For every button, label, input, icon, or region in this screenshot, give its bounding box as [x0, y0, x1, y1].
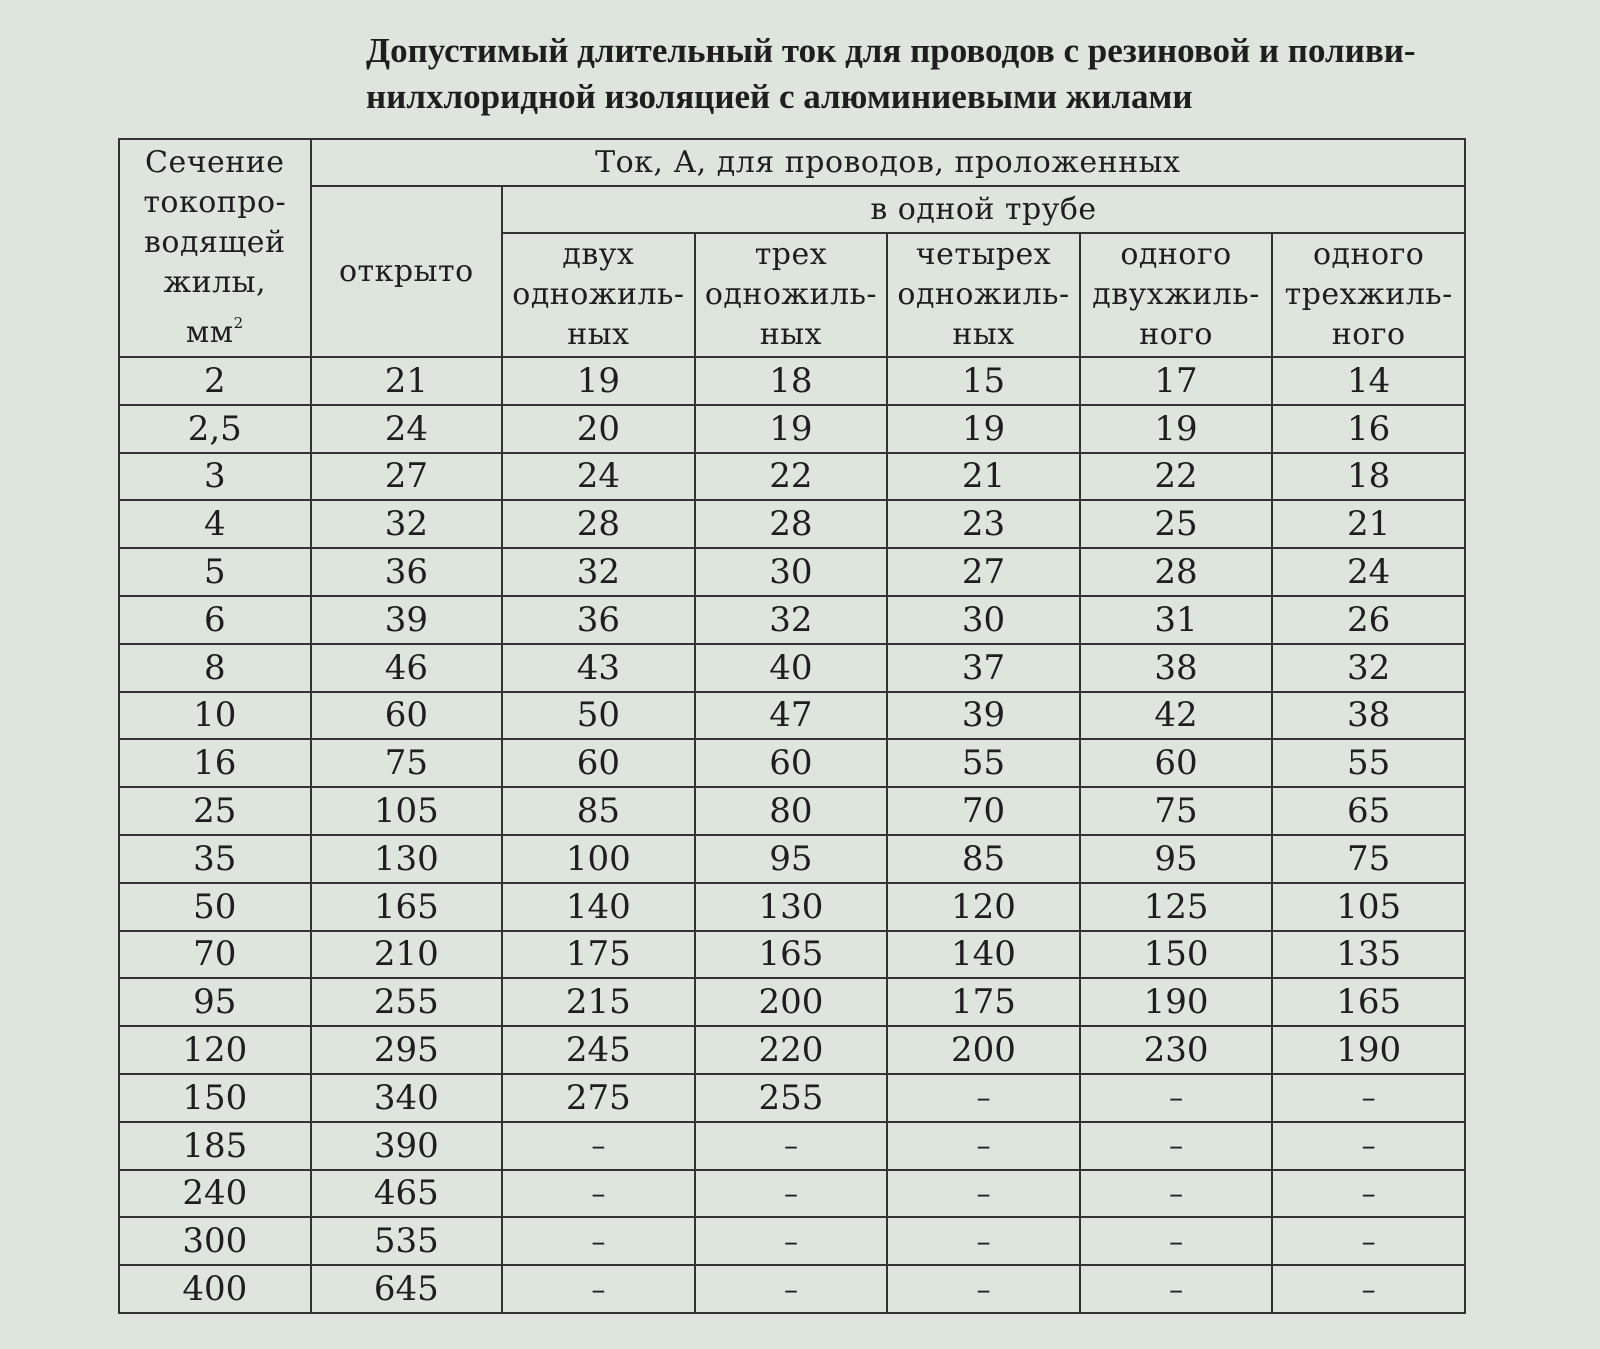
current-cell: –: [1080, 1170, 1273, 1218]
current-cell: 32: [695, 596, 888, 644]
current-cell: 27: [887, 548, 1080, 596]
tube-header: в одной трубе: [502, 186, 1465, 233]
current-cell: 130: [695, 883, 888, 931]
current-cell: 37: [887, 644, 1080, 692]
section-cell: 50: [119, 883, 311, 931]
current-cell: 28: [502, 500, 695, 548]
open-header: открыто: [311, 186, 503, 357]
section-cell: 2: [119, 357, 311, 405]
current-cell: 135: [1272, 931, 1465, 979]
table-row: [119, 1026, 1465, 1074]
current-cell: 39: [887, 692, 1080, 740]
current-cell: 245: [502, 1026, 695, 1074]
current-cell: 46: [311, 644, 503, 692]
current-cell: 39: [311, 596, 503, 644]
current-cell: 55: [1272, 739, 1465, 787]
current-cell: 42: [1080, 692, 1273, 740]
section-cell: 300: [119, 1217, 311, 1265]
current-cell: 38: [1272, 692, 1465, 740]
current-cell: 28: [695, 500, 888, 548]
current-cell: –: [695, 1122, 888, 1170]
current-cell: 230: [1080, 1026, 1273, 1074]
current-cell: 105: [311, 787, 503, 835]
current-cell: –: [887, 1170, 1080, 1218]
current-cell: 36: [502, 596, 695, 644]
current-cell: 20: [502, 405, 695, 453]
current-cell: 190: [1272, 1026, 1465, 1074]
table-row: [119, 692, 1465, 740]
current-cell: 390: [311, 1122, 503, 1170]
section-header: Сечение токопро- водящей жилы, $мм^2$: [119, 139, 311, 357]
table-title: [366, 28, 1486, 120]
current-cell: –: [887, 1217, 1080, 1265]
current-cell: 21: [311, 357, 503, 405]
current-cell: –: [1080, 1217, 1273, 1265]
current-cell: 14: [1272, 357, 1465, 405]
current-cell: 95: [1080, 835, 1273, 883]
current-cell: 340: [311, 1074, 503, 1122]
current-cell: –: [887, 1074, 1080, 1122]
section-cell: 3: [119, 453, 311, 501]
title-line-1: Допустимый длительный ток для проводов с резиновой и поливи-: [366, 31, 1416, 70]
current-cell: 19: [695, 405, 888, 453]
current-cell: 22: [1080, 453, 1273, 501]
current-cell: 465: [311, 1170, 503, 1218]
current-cell: 175: [502, 931, 695, 979]
table-row: [119, 405, 1465, 453]
current-cell: 70: [887, 787, 1080, 835]
current-cell: 21: [1272, 500, 1465, 548]
section-cell: 150: [119, 1074, 311, 1122]
section-cell: 6: [119, 596, 311, 644]
section-cell: 120: [119, 1026, 311, 1074]
current-cell: 47: [695, 692, 888, 740]
current-cell: 75: [1272, 835, 1465, 883]
current-cell: –: [502, 1217, 695, 1265]
current-cell: 19: [502, 357, 695, 405]
current-cell: –: [695, 1217, 888, 1265]
current-cell: 175: [887, 978, 1080, 1026]
current-cell: –: [695, 1265, 888, 1313]
table-row: [119, 596, 1465, 644]
current-cell: 30: [695, 548, 888, 596]
current-cell: –: [695, 1170, 888, 1218]
current-cell: –: [1080, 1074, 1273, 1122]
current-cell: 165: [311, 883, 503, 931]
current-cell: –: [1272, 1122, 1465, 1170]
current-cell: –: [1272, 1265, 1465, 1313]
current-cell: 22: [695, 453, 888, 501]
section-cell: 8: [119, 644, 311, 692]
table-body: [119, 357, 1465, 1313]
current-cell: 15: [887, 357, 1080, 405]
current-cell: 60: [502, 739, 695, 787]
current-cell: –: [502, 1265, 695, 1313]
current-cell: 60: [1080, 739, 1273, 787]
section-cell: 95: [119, 978, 311, 1026]
current-cell: 165: [695, 931, 888, 979]
section-cell: 185: [119, 1122, 311, 1170]
current-cell: 85: [502, 787, 695, 835]
table-row: [119, 1217, 1465, 1265]
section-cell: 70: [119, 931, 311, 979]
current-cell: 24: [311, 405, 503, 453]
table-row: [119, 1170, 1465, 1218]
current-cell: 95: [695, 835, 888, 883]
current-cell: 200: [887, 1026, 1080, 1074]
table-row: [119, 1074, 1465, 1122]
sub-header-one-three-core: одного трехжиль- ного: [1272, 233, 1465, 357]
current-header: Ток, А, для проводов, проложенных: [311, 139, 1465, 186]
current-cell: 19: [887, 405, 1080, 453]
sub-header-two-single: двух одножиль- ных: [502, 233, 695, 357]
table-row: [119, 739, 1465, 787]
table-row: [119, 357, 1465, 405]
current-cell: 80: [695, 787, 888, 835]
current-cell: 60: [311, 692, 503, 740]
section-cell: 25: [119, 787, 311, 835]
current-cell: 215: [502, 978, 695, 1026]
current-cell: 31: [1080, 596, 1273, 644]
current-cell: 21: [887, 453, 1080, 501]
current-cell: 18: [1272, 453, 1465, 501]
current-cell: –: [1272, 1217, 1465, 1265]
section-cell: 5: [119, 548, 311, 596]
section-cell: 2,5: [119, 405, 311, 453]
table-row: [119, 453, 1465, 501]
current-table: [118, 138, 1466, 1314]
current-cell: 28: [1080, 548, 1273, 596]
current-cell: 26: [1272, 596, 1465, 644]
current-cell: 255: [311, 978, 503, 1026]
current-cell: 32: [311, 500, 503, 548]
current-cell: 55: [887, 739, 1080, 787]
current-cell: 75: [311, 739, 503, 787]
section-cell: 16: [119, 739, 311, 787]
current-cell: –: [887, 1122, 1080, 1170]
current-cell: 125: [1080, 883, 1273, 931]
section-cell: 240: [119, 1170, 311, 1218]
current-cell: 210: [311, 931, 503, 979]
current-cell: 32: [1272, 644, 1465, 692]
table-row: [119, 883, 1465, 931]
current-cell: –: [1272, 1170, 1465, 1218]
current-cell: 19: [1080, 405, 1273, 453]
table-row: [119, 500, 1465, 548]
current-cell: 140: [502, 883, 695, 931]
sub-header-three-single: трех одножиль- ных: [695, 233, 888, 357]
table-row: [119, 978, 1465, 1026]
current-cell: 36: [311, 548, 503, 596]
title-line-2: нилхлоридной изоляцией с алюминиевыми жилами: [366, 77, 1193, 116]
current-cell: 27: [311, 453, 503, 501]
section-cell: 35: [119, 835, 311, 883]
current-cell: 85: [887, 835, 1080, 883]
current-cell: 120: [887, 883, 1080, 931]
current-cell: 190: [1080, 978, 1273, 1026]
current-cell: 200: [695, 978, 888, 1026]
current-cell: 535: [311, 1217, 503, 1265]
current-cell: 60: [695, 739, 888, 787]
current-cell: 30: [887, 596, 1080, 644]
current-cell: 24: [1272, 548, 1465, 596]
sub-header-four-single: четырех одножиль- ных: [887, 233, 1080, 357]
current-cell: –: [1080, 1265, 1273, 1313]
current-cell: –: [502, 1122, 695, 1170]
table-row: [119, 1122, 1465, 1170]
current-cell: 32: [502, 548, 695, 596]
table-row: [119, 787, 1465, 835]
current-cell: 40: [695, 644, 888, 692]
current-cell: –: [1080, 1122, 1273, 1170]
current-cell: 65: [1272, 787, 1465, 835]
current-cell: 24: [502, 453, 695, 501]
current-cell: 18: [695, 357, 888, 405]
section-cell: 4: [119, 500, 311, 548]
current-cell: 130: [311, 835, 503, 883]
current-cell: 220: [695, 1026, 888, 1074]
current-cell: 23: [887, 500, 1080, 548]
table-row: [119, 1265, 1465, 1313]
current-cell: 105: [1272, 883, 1465, 931]
current-cell: 75: [1080, 787, 1273, 835]
current-cell: 17: [1080, 357, 1273, 405]
current-cell: 38: [1080, 644, 1273, 692]
current-cell: 100: [502, 835, 695, 883]
table-row: [119, 835, 1465, 883]
current-cell: 165: [1272, 978, 1465, 1026]
current-cell: 255: [695, 1074, 888, 1122]
current-cell: –: [887, 1265, 1080, 1313]
sub-header-one-two-core: одного двухжиль- ного: [1080, 233, 1273, 357]
current-cell: 645: [311, 1265, 503, 1313]
table-row: [119, 548, 1465, 596]
current-cell: 25: [1080, 500, 1273, 548]
section-cell: 400: [119, 1265, 311, 1313]
current-cell: 50: [502, 692, 695, 740]
current-cell: 275: [502, 1074, 695, 1122]
current-cell: 295: [311, 1026, 503, 1074]
current-cell: 16: [1272, 405, 1465, 453]
current-cell: 150: [1080, 931, 1273, 979]
table-row: [119, 931, 1465, 979]
current-cell: –: [502, 1170, 695, 1218]
section-cell: 10: [119, 692, 311, 740]
table-row: [119, 644, 1465, 692]
current-cell: 140: [887, 931, 1080, 979]
current-cell: –: [1272, 1074, 1465, 1122]
current-cell: 43: [502, 644, 695, 692]
